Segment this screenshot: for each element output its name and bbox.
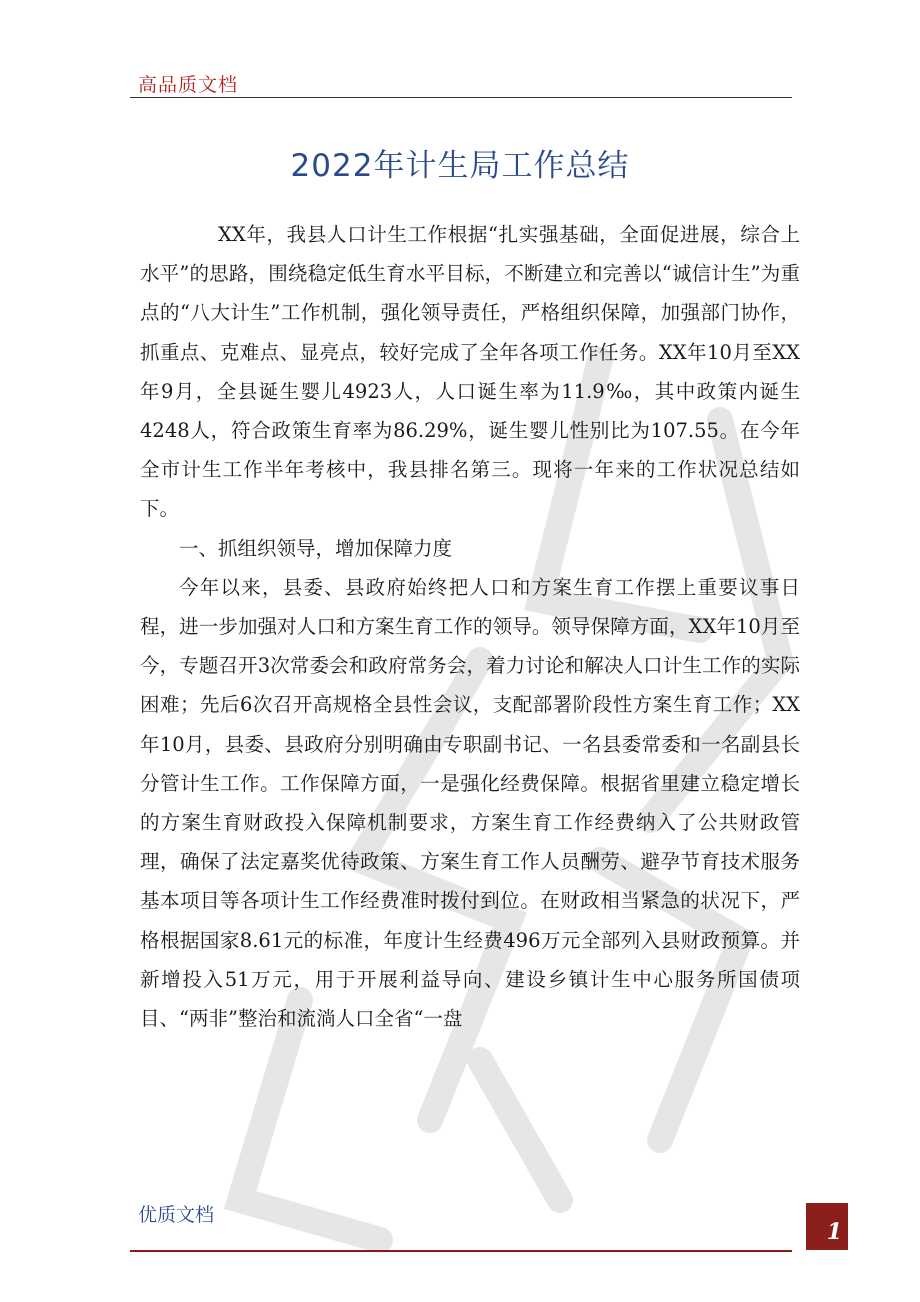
footer-label: 优质文档	[138, 1204, 215, 1226]
header-label: 高品质文档	[138, 74, 239, 96]
header-divider	[130, 97, 792, 98]
page-number-badge: 1	[806, 1203, 848, 1250]
document-title: 2022年计生局工作总结	[290, 148, 630, 184]
paragraph-intro: XX年，我县人口计生工作根据“扎实强基础，全面促进展，综合上水平”的思路，围绕稳定低生育水平目标，不断建立和完善以“诚信计生”为重点的“八大计生”工作机制，强化领导责任，严格组织保障，加强部门协作，抓重点、克难点、显亮点，较好完成了全年各项工作任务。XX年10月至XX年9月，全县诞生婴儿4923人，人口诞生率为11.9‰，其中政策内诞生4248人，符合政策生育率为86.29%，诞生婴儿性别比为107.55。在今年全市计生工作半年考核中，我县排名第三。现将一年来的工作状况总结如下。	[140, 223, 800, 521]
document-body	[140, 215, 800, 1038]
section-heading-1: 一、抓组织领导，增加保障力度	[179, 536, 453, 560]
paragraph-section-1: 今年以来，县委、县政府始终把人口和方案生育工作摆上重要议事日程，进一步加强对人口和方案生育工作的领导。领导保障方面，XX年10月至今，专题召开3次常委会和政府常务会，着力讨论和解决人口计生工作的实际困难；先后6次召开高规格全县性会议，支配部署阶段性方案生育工作；XX年10月，县委、县政府分别明确由专职副书记、一名县委常委和一名副县长分管计生工作。工作保障方面，一是强化经费保障。根据省里建立稳定增长的方案生育财政投入保障机制要求，方案生育工作经费纳入了公共财政管理，确保了法定嘉奖优待政策、方案生育工作人员酬劳、避孕节育技术服务基本项目等各项计生工作经费准时拨付到位。在财政相当紧急的状况下，严格根据国家8.61元的标准，年度计生经费496万元全部列入县财政预算。并新增投入51万元，用于开展利益导向、建设乡镇计生中心服务所国债项目、“两非”整治和流淌人口全省“一盘	[140, 575, 800, 1031]
footer-divider	[130, 1250, 792, 1252]
